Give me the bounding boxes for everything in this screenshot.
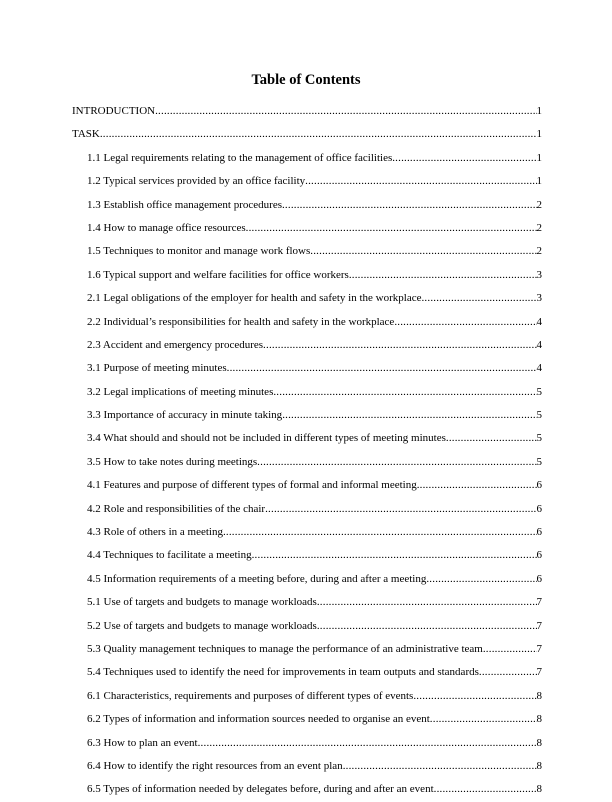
toc-page-number: 7 — [536, 596, 542, 609]
toc-entry-text: 3.1 Purpose of meeting minutes — [87, 362, 227, 375]
toc-dot-leader — [310, 240, 536, 263]
toc-entry[interactable] — [72, 264, 542, 287]
toc-entry[interactable] — [72, 591, 542, 614]
toc-dot-leader — [426, 568, 536, 591]
toc-entry-text: 1.5 Techniques to monitor and manage work flows — [87, 245, 311, 258]
toc-dot-leader — [155, 100, 536, 123]
toc-entry[interactable] — [72, 427, 542, 450]
toc-entry-text: 3.4 What should and should not be included in different types of meeting minutes — [87, 432, 446, 445]
toc-dot-leader — [252, 544, 537, 567]
toc-page-number: 3 — [536, 292, 542, 305]
toc-entry[interactable] — [72, 123, 542, 146]
toc-page-number: 8 — [536, 783, 542, 796]
toc-entry-text: 6.3 How to plan an event — [87, 736, 198, 749]
toc-dot-leader — [392, 147, 536, 170]
toc-entry-text: 3.2 Legal implications of meeting minutes — [87, 385, 274, 398]
toc-page-number: 1 — [536, 105, 542, 117]
toc-entry-text: 6.5 Types of information needed by delegates before, during and after an event — [87, 783, 434, 796]
toc-dot-leader — [430, 708, 537, 731]
toc-dot-leader — [227, 357, 537, 380]
toc-entry[interactable] — [72, 100, 542, 123]
toc-dot-leader — [413, 685, 536, 708]
toc-entry-text: 1.4 How to manage office resources — [87, 221, 246, 234]
toc-dot-leader — [317, 591, 537, 614]
toc-entry[interactable] — [72, 685, 542, 708]
toc-entry[interactable] — [72, 311, 542, 334]
toc-entry[interactable] — [72, 334, 542, 357]
toc-entry[interactable] — [72, 732, 542, 755]
toc-entry[interactable] — [72, 474, 542, 497]
toc-entry[interactable] — [72, 615, 542, 638]
toc-entry-text: 4.5 Information requirements of a meeting before, during and after a meeting — [87, 572, 427, 585]
toc-entry-text: 2.3 Accident and emergency procedures — [87, 338, 264, 351]
toc-dot-leader — [479, 661, 537, 684]
toc-dot-leader — [483, 638, 537, 661]
toc-entry-text: 5.4 Techniques used to identify the need for improvements in team outputs and standards — [87, 666, 479, 679]
toc-entry-text: 4.4 Techniques to facilitate a meeting — [87, 549, 252, 562]
toc-page-number: 6 — [536, 479, 542, 492]
toc-entry-text: 2.2 Individual’s responsibilities for health and safety in the workplace — [87, 315, 395, 328]
toc-entry[interactable] — [72, 498, 542, 521]
toc-page-number: 2 — [536, 221, 542, 234]
toc-entry-text: 1.1 Legal requirements relating to the management of office facilities — [87, 151, 393, 164]
toc-entry-text: 6.4 How to identify the right resources from an event plan — [87, 759, 343, 772]
toc-dot-leader — [434, 778, 537, 801]
toc-dot-leader — [263, 334, 536, 357]
toc-page-number: 8 — [536, 759, 542, 772]
toc-page-number: 4 — [536, 338, 542, 351]
toc-page-number: 5 — [536, 409, 542, 422]
toc-dot-leader — [305, 170, 536, 193]
toc-page-number: 6 — [536, 502, 542, 515]
toc-page-number: 1 — [536, 175, 542, 188]
toc-page-number: 8 — [536, 713, 542, 726]
toc-entry[interactable] — [72, 521, 542, 544]
toc-entry[interactable] — [72, 217, 542, 240]
toc-page-number: 5 — [536, 432, 542, 445]
toc-page-number: 7 — [536, 619, 542, 632]
toc-entry[interactable] — [72, 568, 542, 591]
toc-dot-leader — [223, 521, 537, 544]
toc-dot-leader — [394, 311, 536, 334]
toc-page-number: 6 — [536, 549, 542, 562]
toc-entry-text: 3.3 Importance of accuracy in minute taking — [87, 409, 283, 422]
toc-dot-leader — [246, 217, 537, 240]
toc-entry[interactable] — [72, 544, 542, 567]
toc-dot-leader — [349, 264, 537, 287]
toc-entry-text: 4.3 Role of others in a meeting — [87, 526, 223, 539]
toc-entry[interactable] — [72, 240, 542, 263]
toc-page-number: 7 — [536, 642, 542, 655]
toc-page-number: 3 — [536, 268, 542, 281]
toc-dot-leader — [421, 287, 536, 310]
toc-entry[interactable] — [72, 147, 542, 170]
toc-page-number: 6 — [536, 526, 542, 539]
toc-entry[interactable] — [72, 451, 542, 474]
toc-dot-leader — [446, 427, 537, 450]
toc-dot-leader — [317, 615, 537, 638]
toc-page-number: 8 — [536, 736, 542, 749]
toc-entry[interactable] — [72, 661, 542, 684]
toc-page-number: 5 — [536, 455, 542, 468]
toc-entry-text: INTRODUCTION — [72, 105, 156, 117]
toc-page-number: 4 — [536, 315, 542, 328]
toc-page-number: 4 — [536, 362, 542, 375]
toc-page-number: 7 — [536, 666, 542, 679]
toc-entry-text: 1.2 Typical services provided by an office facility — [87, 175, 306, 188]
toc-entry[interactable] — [72, 708, 542, 731]
toc-dot-leader — [100, 123, 537, 146]
toc-entry[interactable] — [72, 755, 542, 778]
toc-dot-leader — [265, 498, 536, 521]
toc-list — [72, 100, 542, 802]
toc-page-number: 2 — [536, 245, 542, 258]
toc-entry-text: 4.1 Features and purpose of different types of formal and informal meeting — [87, 479, 417, 492]
toc-page-number: 1 — [536, 128, 542, 141]
toc-entry-text: 4.2 Role and responsibilities of the chair — [87, 502, 266, 515]
toc-entry[interactable] — [72, 404, 542, 427]
toc-entry-text: 5.3 Quality management techniques to manage the performance of an administrative team — [87, 642, 483, 655]
toc-entry-text: 5.1 Use of targets and budgets to manage workloads — [87, 596, 317, 609]
toc-page-number: 2 — [536, 198, 542, 211]
toc-entry[interactable] — [72, 638, 542, 661]
toc-page-number: 1 — [536, 151, 542, 164]
toc-entry[interactable] — [72, 381, 542, 404]
toc-entry-text: 3.5 How to take notes during meetings — [87, 455, 258, 468]
toc-entry[interactable] — [72, 778, 542, 801]
toc-entry-text: 2.1 Legal obligations of the employer for health and safety in the workplace — [87, 292, 422, 305]
toc-dot-leader — [257, 451, 536, 474]
toc-entry-text: 6.1 Characteristics, requirements and purposes of different types of events — [87, 689, 414, 702]
toc-page-number: 8 — [536, 689, 542, 702]
toc-dot-leader — [282, 404, 536, 427]
toc-dot-leader — [273, 381, 536, 404]
toc-dot-leader — [417, 474, 537, 497]
toc-page-number: 5 — [536, 385, 542, 398]
toc-entry[interactable] — [72, 287, 542, 310]
toc-entry-text: 1.6 Typical support and welfare facilities for office workers — [87, 268, 349, 281]
toc-dot-leader — [343, 755, 537, 778]
toc-dot-leader — [198, 732, 537, 755]
toc-page-number: 6 — [536, 572, 542, 585]
toc-dot-leader — [282, 194, 537, 217]
toc-entry-text: 5.2 Use of targets and budgets to manage workloads — [87, 619, 317, 632]
toc-entry-text: 1.3 Establish office management procedures — [87, 198, 282, 211]
toc-entry[interactable] — [72, 194, 542, 217]
toc-entry[interactable] — [72, 357, 542, 380]
toc-title: Table of Contents — [251, 72, 361, 88]
toc-entry[interactable] — [72, 170, 542, 193]
toc-entry-text: TASK — [72, 128, 100, 141]
toc-entry-text: 6.2 Types of information and information sources needed to organise an event — [87, 713, 430, 726]
